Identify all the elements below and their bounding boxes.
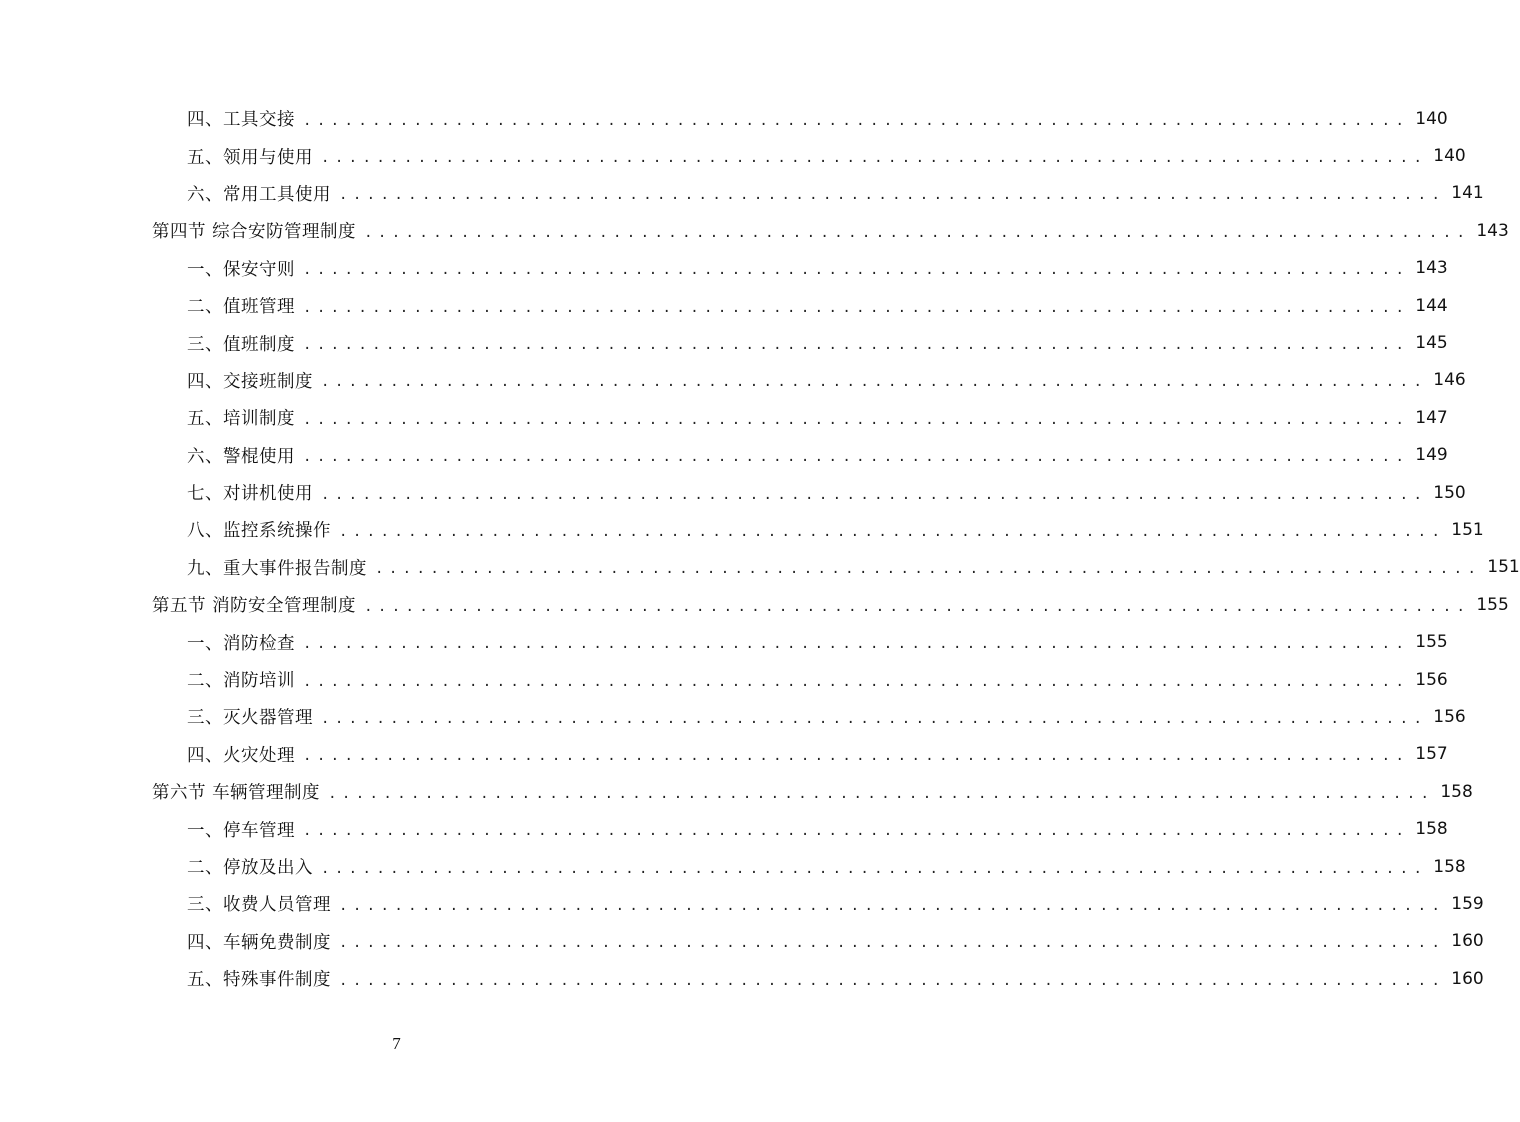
toc-dot-leader: ................................................................................ bbox=[303, 449, 1410, 466]
toc-entry[interactable] bbox=[0, 810, 1448, 847]
toc-entry-page: 147 bbox=[1415, 407, 1448, 428]
toc-entry-label: 四、火灾处理 bbox=[187, 745, 295, 766]
toc-entry[interactable] bbox=[0, 661, 1448, 698]
toc-entry[interactable] bbox=[0, 399, 1448, 436]
toc-dot-leader: ................................................................................ bbox=[321, 860, 1428, 877]
toc-entry[interactable] bbox=[0, 736, 1448, 773]
toc-entry[interactable] bbox=[0, 474, 1466, 511]
toc-entry-page: 150 bbox=[1433, 482, 1466, 503]
toc-entry-page: 156 bbox=[1433, 706, 1466, 727]
toc-entry-page: 143 bbox=[1415, 258, 1448, 279]
toc-dot-leader: ................................................................................ bbox=[303, 337, 1410, 354]
toc-entry-page: 158 bbox=[1415, 819, 1448, 840]
table-of-contents bbox=[0, 100, 1520, 997]
toc-section-entry[interactable] bbox=[0, 586, 1509, 623]
toc-entry-page: 155 bbox=[1476, 594, 1509, 615]
toc-entry-page: 156 bbox=[1415, 669, 1448, 690]
toc-entry[interactable] bbox=[0, 175, 1484, 212]
toc-dot-leader: ................................................................................ bbox=[321, 486, 1428, 503]
toc-section-entry[interactable] bbox=[0, 773, 1473, 810]
toc-entry-label: 六、警棍使用 bbox=[187, 446, 295, 467]
toc-entry-page: 140 bbox=[1415, 108, 1448, 129]
toc-entry-page: 140 bbox=[1433, 146, 1466, 167]
page-number: 7 bbox=[392, 1034, 401, 1053]
toc-dot-leader: ................................................................................ bbox=[339, 897, 1446, 914]
toc-entry[interactable] bbox=[0, 324, 1448, 361]
toc-dot-leader: ................................................................................ bbox=[339, 935, 1446, 952]
toc-entry-label: 第五节 消防安全管理制度 bbox=[152, 596, 357, 617]
toc-entry-label: 第六节 车辆管理制度 bbox=[152, 783, 321, 804]
toc-entry[interactable] bbox=[0, 287, 1448, 324]
toc-dot-leader: ................................................................................ bbox=[321, 374, 1428, 391]
toc-dot-leader: ................................................................................ bbox=[303, 673, 1410, 690]
toc-entry-label: 四、车辆免费制度 bbox=[187, 932, 331, 953]
toc-entry-label: 二、值班管理 bbox=[187, 297, 295, 318]
toc-entry-page: 149 bbox=[1415, 445, 1448, 466]
toc-entry-label: 七、对讲机使用 bbox=[187, 484, 313, 505]
toc-entry-label: 九、重大事件报告制度 bbox=[187, 558, 367, 579]
toc-entry-page: 158 bbox=[1440, 781, 1473, 802]
toc-entry-label: 二、停放及出入 bbox=[187, 858, 313, 878]
toc-dot-leader: ................................................................................ bbox=[364, 598, 1471, 615]
toc-entry[interactable] bbox=[0, 511, 1484, 548]
toc-entry-label: 五、特殊事件制度 bbox=[187, 970, 331, 991]
toc-entry-label: 四、交接班制度 bbox=[187, 371, 313, 392]
toc-entry[interactable] bbox=[0, 250, 1448, 287]
toc-entry[interactable] bbox=[0, 960, 1484, 997]
toc-entry-label: 一、停车管理 bbox=[187, 820, 295, 841]
toc-entry-page: 160 bbox=[1451, 931, 1484, 952]
toc-dot-leader: ................................................................................ bbox=[303, 112, 1410, 129]
toc-dot-leader: ................................................................................ bbox=[339, 187, 1446, 204]
toc-dot-leader: ................................................................................ bbox=[375, 561, 1482, 578]
toc-entry-label: 一、保安守则 bbox=[187, 259, 295, 280]
toc-dot-leader: ................................................................................ bbox=[321, 150, 1428, 167]
toc-dot-leader: ................................................................................ bbox=[339, 523, 1446, 540]
toc-dot-leader: ................................................................................ bbox=[303, 636, 1410, 653]
toc-entry-page: 155 bbox=[1415, 632, 1448, 653]
toc-entry-label: 二、消防培训 bbox=[187, 671, 295, 692]
toc-entry-page: 159 bbox=[1451, 893, 1484, 914]
toc-entry-label: 三、灭火器管理 bbox=[187, 708, 313, 729]
toc-dot-leader: ................................................................................ bbox=[339, 972, 1446, 989]
toc-entry-label: 四、工具交接 bbox=[187, 110, 295, 131]
toc-dot-leader: ................................................................................ bbox=[328, 785, 1435, 802]
toc-entry[interactable] bbox=[0, 848, 1466, 885]
toc-entry-label: 第四节 综合安防管理制度 bbox=[152, 222, 357, 243]
toc-entry-label: 五、领用与使用 bbox=[187, 147, 313, 168]
toc-dot-leader: ................................................................................ bbox=[364, 224, 1471, 241]
toc-dot-leader: ................................................................................ bbox=[303, 823, 1410, 840]
toc-entry-page: 151 bbox=[1451, 519, 1484, 540]
toc-entry[interactable] bbox=[0, 698, 1466, 735]
toc-section-entry[interactable] bbox=[0, 212, 1509, 249]
toc-entry-page: 157 bbox=[1415, 744, 1448, 765]
toc-entry[interactable] bbox=[0, 623, 1448, 660]
toc-entry[interactable] bbox=[0, 437, 1448, 474]
toc-entry-page: 146 bbox=[1433, 370, 1466, 391]
toc-entry-page: 141 bbox=[1451, 183, 1484, 204]
toc-dot-leader: ................................................................................ bbox=[303, 411, 1410, 428]
toc-dot-leader: ................................................................................ bbox=[303, 748, 1410, 765]
toc-entry-page: 151 bbox=[1487, 557, 1520, 578]
toc-dot-leader: ................................................................................ bbox=[303, 262, 1410, 279]
toc-entry[interactable] bbox=[0, 137, 1466, 174]
toc-entry[interactable] bbox=[0, 100, 1448, 137]
toc-entry[interactable] bbox=[0, 362, 1466, 399]
toc-entry-label: 六、常用工具使用 bbox=[187, 184, 331, 205]
toc-dot-leader: ................................................................................ bbox=[303, 299, 1410, 316]
toc-entry[interactable] bbox=[0, 885, 1484, 922]
toc-entry-page: 160 bbox=[1451, 968, 1484, 989]
toc-entry[interactable] bbox=[0, 549, 1520, 586]
toc-entry[interactable] bbox=[0, 923, 1484, 960]
toc-entry-page: 158 bbox=[1433, 856, 1466, 877]
toc-entry-page: 145 bbox=[1415, 333, 1448, 354]
toc-entry-label: 三、值班制度 bbox=[187, 334, 295, 355]
toc-entry-label: 八、监控系统操作 bbox=[187, 521, 331, 542]
toc-entry-label: 一、消防检查 bbox=[187, 633, 295, 654]
toc-dot-leader: ................................................................................ bbox=[321, 710, 1428, 727]
toc-entry-label: 五、培训制度 bbox=[187, 409, 295, 430]
toc-entry-page: 144 bbox=[1415, 295, 1448, 316]
toc-entry-label: 三、收费人员管理 bbox=[187, 895, 331, 916]
toc-entry-page: 143 bbox=[1476, 220, 1509, 241]
